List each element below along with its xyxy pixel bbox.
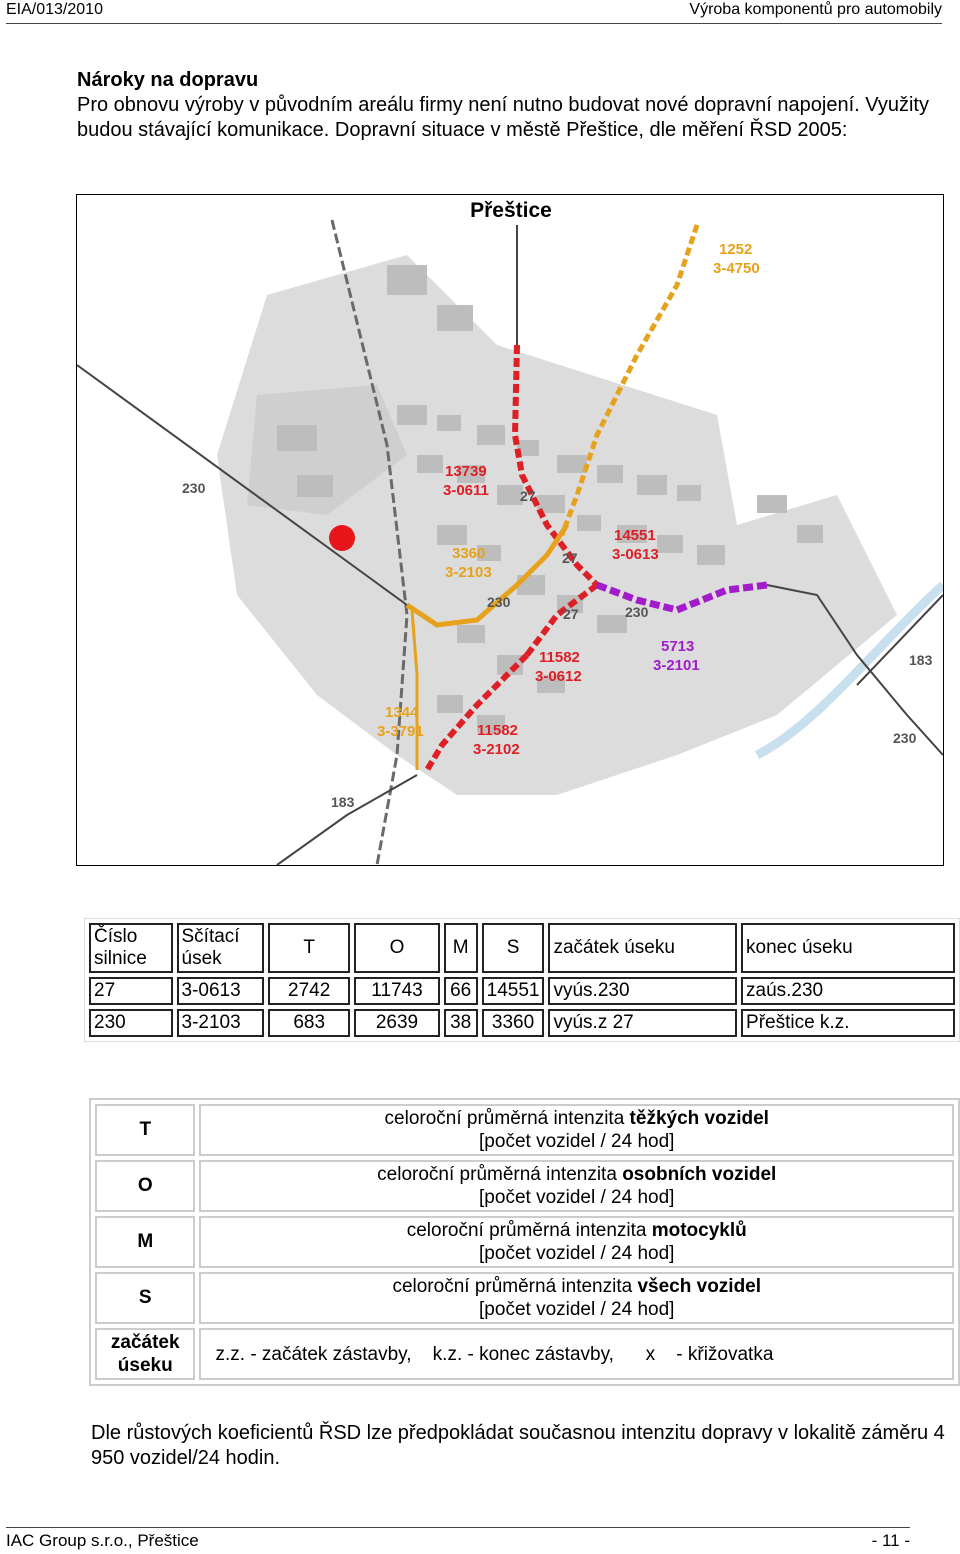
section-label-count: 3360 — [452, 545, 486, 562]
table-cell: 230 — [89, 1009, 173, 1037]
section-label-code: 3-2101 — [653, 657, 700, 674]
legend-key: M — [95, 1216, 195, 1268]
table-cell: vyús.230 — [548, 977, 737, 1005]
legend-desc — [199, 1216, 954, 1268]
col-header: T — [268, 923, 350, 973]
note-kz: k.z. - konec zástavby, — [432, 1343, 614, 1365]
legend-unit: [počet vozidel / 24 hod] — [479, 1243, 675, 1264]
traffic-table — [84, 918, 960, 1042]
table-cell: 14551 — [482, 977, 545, 1005]
road-label-230: 230 — [487, 594, 511, 610]
road-label-27: 27 — [563, 606, 579, 622]
table-row — [89, 1009, 955, 1037]
legend-text: celoroční průměrná intenzita — [384, 1108, 630, 1129]
legend-text: celoroční průměrná intenzita — [392, 1276, 638, 1297]
table-cell: 11743 — [354, 977, 439, 1005]
company-name: IAC Group s.r.o., Přeštice — [6, 1531, 199, 1550]
legend-text: celoroční průměrná intenzita — [377, 1164, 623, 1185]
page-footer — [6, 1527, 910, 1551]
conclusion-paragraph: Dle růstových koeficientů ŘSD lze předpokládat současnou intenzitu dopravy v lokalitě záměru 4 950 vozidel/24 hodin. — [91, 1422, 945, 1469]
legend-table — [89, 1098, 960, 1386]
table-cell: 66 — [444, 977, 478, 1005]
col-header: Číslo silnice — [89, 923, 173, 973]
legend-unit: [počet vozidel / 24 hod] — [479, 1131, 675, 1152]
table-header-row — [89, 923, 955, 973]
table-cell: 3-2103 — [177, 1009, 265, 1037]
intro-paragraph: Pro obnovu výroby v původním areálu firmy není nutno budovat nové dopravní napojení. Využity budou stávající komunikace. Dopravní situace v městě Přeštice, dle měření ŘSD 2005: — [77, 94, 929, 141]
table-cell: vyús.z 27 — [548, 1009, 737, 1037]
road-label-27: 27 — [520, 488, 536, 504]
section-label-code: 3-2102 — [473, 741, 520, 758]
legend-unit: [počet vozidel / 24 hod] — [479, 1187, 675, 1208]
legend-text: celoroční průměrná intenzita — [406, 1220, 652, 1241]
section-label-count: 1252 — [719, 241, 753, 258]
road-label-230: 230 — [625, 604, 649, 620]
legend-row — [95, 1328, 954, 1380]
legend-desc — [199, 1160, 954, 1212]
page-header — [6, 0, 942, 24]
legend-key: O — [95, 1160, 195, 1212]
section-label-code: 3-0613 — [612, 546, 659, 563]
table-cell: 2639 — [354, 1009, 439, 1037]
legend-desc — [199, 1104, 954, 1156]
section-heading: Nároky na dopravu — [77, 69, 259, 91]
legend-bold: všech vozidel — [637, 1276, 762, 1297]
road-label-230: 230 — [182, 480, 206, 496]
section-label-code: 3-4750 — [713, 260, 760, 277]
col-header: S — [482, 923, 545, 973]
table-cell: 683 — [268, 1009, 350, 1037]
section-label-count: 1344 — [385, 704, 419, 721]
note-intersection: - křižovatka — [676, 1343, 774, 1365]
section-label-code: 3-0612 — [535, 668, 582, 685]
road-label-183: 183 — [909, 652, 933, 668]
table-cell: 2742 — [268, 977, 350, 1005]
doc-id: EIA/013/2010 — [6, 1, 103, 18]
legend-bold: osobních vozidel — [622, 1164, 777, 1185]
section-label-count: 14551 — [614, 527, 656, 544]
section-label-count: 5713 — [661, 638, 695, 655]
page-number: - 11 - — [871, 1531, 910, 1550]
col-header: začátek úseku — [548, 923, 737, 973]
intro-section — [77, 68, 947, 143]
col-header: Sčítací úsek — [177, 923, 265, 973]
legend-desc — [199, 1272, 954, 1324]
legend-key: začátek úseku — [95, 1328, 195, 1380]
road-label-230: 230 — [893, 730, 917, 746]
col-header: konec úseku — [741, 923, 955, 973]
map-svg — [77, 195, 943, 865]
legend-row — [95, 1216, 954, 1268]
section-label-count: 11582 — [539, 649, 580, 666]
town-area — [217, 255, 897, 795]
section-label-count: 13739 — [445, 463, 487, 480]
legend-key: T — [95, 1104, 195, 1156]
traffic-map — [76, 194, 944, 866]
site-marker — [329, 525, 355, 551]
legend-row — [95, 1272, 954, 1324]
road-label-183: 183 — [331, 794, 355, 810]
table-cell: zaús.230 — [741, 977, 955, 1005]
table-cell: 3360 — [482, 1009, 545, 1037]
legend-notes — [199, 1328, 954, 1380]
note-x: x — [645, 1343, 656, 1365]
table-cell: 27 — [89, 977, 173, 1005]
road-label-27: 27 — [562, 550, 578, 566]
col-header: M — [444, 923, 478, 973]
legend-row — [95, 1160, 954, 1212]
section-label-code: 3-0611 — [443, 482, 489, 499]
note-zz: z.z. - začátek zástavby, — [215, 1343, 412, 1365]
section-label-code: 3-2103 — [445, 564, 492, 581]
legend-unit: [počet vozidel / 24 hod] — [479, 1299, 675, 1320]
section-label-code: 3-3791 — [377, 723, 424, 740]
section-label-count: 11582 — [477, 722, 518, 739]
table-cell: 3-0613 — [177, 977, 265, 1005]
legend-row — [95, 1104, 954, 1156]
road-183-sw — [277, 775, 417, 865]
project-name: Výroba komponentů pro automobily — [689, 1, 942, 18]
table-cell: 38 — [444, 1009, 478, 1037]
table-cell: Přeštice k.z. — [741, 1009, 955, 1037]
col-header: O — [354, 923, 439, 973]
legend-bold: motocyklů — [651, 1220, 747, 1241]
legend-bold: těžkých vozidel — [629, 1108, 769, 1129]
map-title: Přeštice — [470, 199, 552, 222]
legend-key: S — [95, 1272, 195, 1324]
table-row — [89, 977, 955, 1005]
